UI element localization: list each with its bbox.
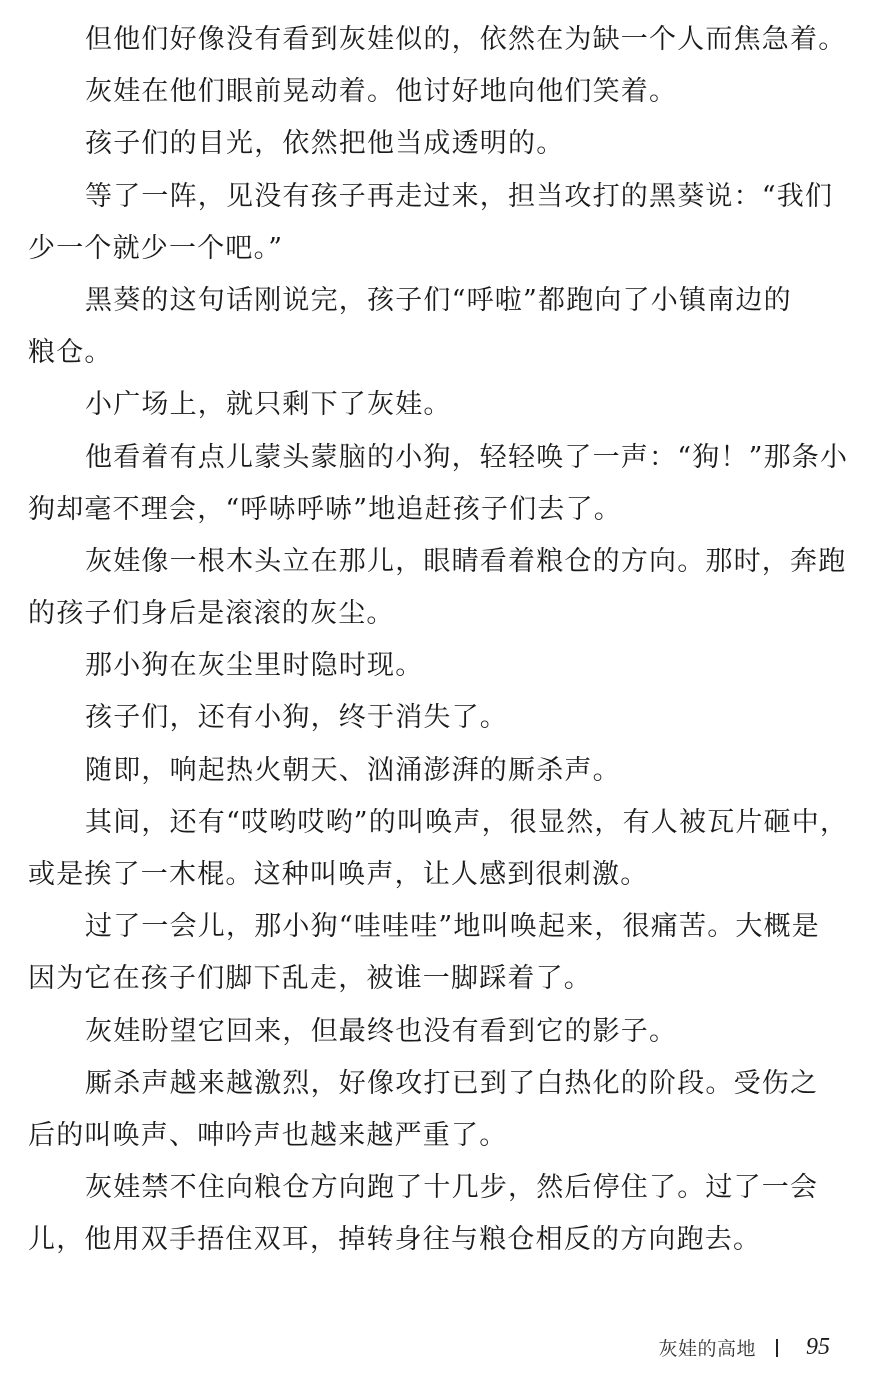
text-line: 灰娃盼望它回来，但最终也没有看到它的影子。 xyxy=(85,1015,678,1047)
text-line: 但他们好像没有看到灰娃似的，依然在为缺一个人而焦急着。 xyxy=(85,24,847,55)
running-footer-title: 灰娃的高地 xyxy=(658,1338,756,1360)
text-line: 孩子们，还有小狗，终于消失了。 xyxy=(85,702,508,734)
text-line: 黑葵的这句话刚说完，孩子们“呼啦”都跑向了小镇南边的 xyxy=(85,284,792,316)
text-line: 其间，还有“哎哟哎哟”的叫唤声，很显然，有人被瓦片砸中， xyxy=(85,806,849,838)
text-line: 那小狗在灰尘里时隐时现。 xyxy=(85,650,424,682)
text-line: 孩子们的目光，依然把他当成透明的。 xyxy=(85,128,565,160)
text-line: 的孩子们身后是滚滚的灰尘。 xyxy=(28,598,395,630)
footer-separator xyxy=(776,1339,778,1357)
text-line: 他看着有点儿蒙头蒙脑的小狗，轻轻唤了一声：“狗！”那条小 xyxy=(85,441,849,473)
page-number: 95 xyxy=(806,1334,830,1360)
text-line: 灰娃禁不住向粮仓方向跑了十几步，然后停住了。过了一会 xyxy=(85,1172,819,1204)
text-line: 随即，响起热火朝天、汹涌澎湃的厮杀声。 xyxy=(85,754,621,786)
text-line: 等了一阵，见没有孩子再走过来，担当攻打的黑葵说：“我们 xyxy=(85,180,834,212)
text-line: 少一个就少一个吧。” xyxy=(28,232,284,264)
text-line: 儿，他用双手捂住双耳，掉转身往与粮仓相反的方向跑去。 xyxy=(28,1224,762,1256)
text-line: 后的叫唤声、呻吟声也越来越严重了。 xyxy=(28,1119,508,1151)
text-line: 或是挨了一木棍。这种叫唤声，让人感到很刺激。 xyxy=(28,859,649,890)
text-line: 小广场上，就只剩下了灰娃。 xyxy=(85,389,452,421)
text-line: 厮杀声越来越激烈，好像攻打已到了白热化的阶段。受伤之 xyxy=(85,1067,819,1099)
page-footer xyxy=(0,1334,830,1361)
text-line: 过了一会儿，那小狗“哇哇哇”地叫唤起来，很痛苦。大概是 xyxy=(85,911,821,943)
text-line: 狗却毫不理会，“呼哧呼哧”地追赶孩子们去了。 xyxy=(28,493,623,525)
text-line: 灰娃像一根木头立在那儿，眼睛看着粮仓的方向。那时，奔跑 xyxy=(85,545,847,577)
page-body xyxy=(28,14,849,1267)
text-line: 因为它在孩子们脚下乱走，被谁一脚踩着了。 xyxy=(28,963,592,995)
text-line: 粮仓。 xyxy=(28,337,113,369)
text-line: 灰娃在他们眼前晃动着。他讨好地向他们笑着。 xyxy=(85,76,678,108)
